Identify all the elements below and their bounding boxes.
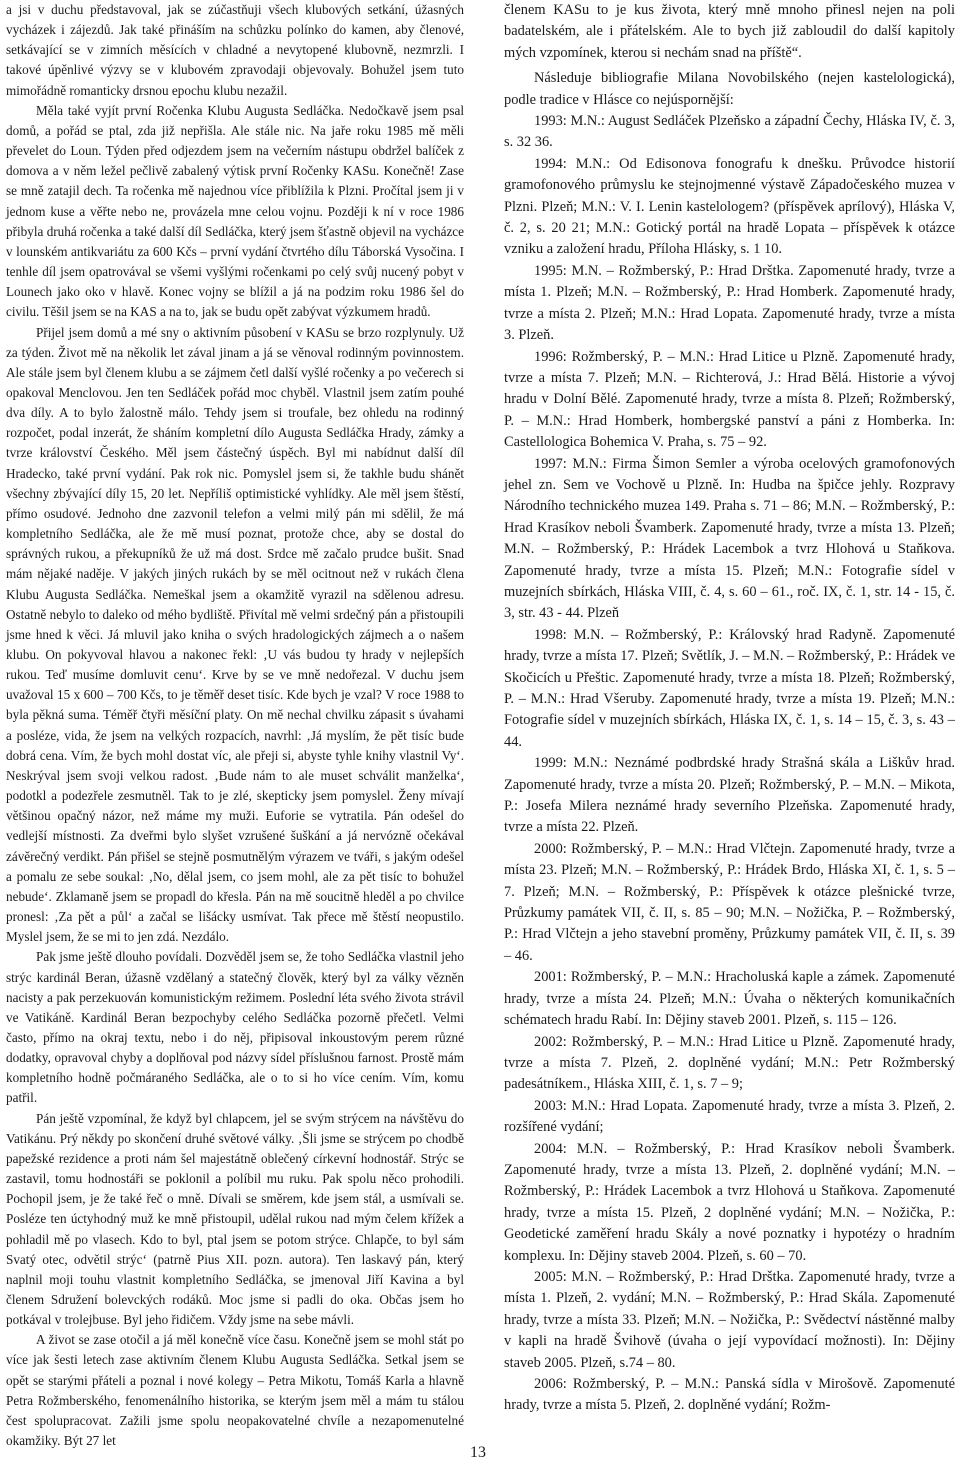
- entry-year: 1994:: [534, 155, 567, 172]
- page-number: 13: [470, 1444, 486, 1461]
- bibliography-intro: Následuje bibliografie Milana Novobilského (nejen kastelologická), podle tradice v Hlásce co nejúspornější:: [504, 70, 955, 108]
- entry-year: 1998:: [534, 626, 567, 643]
- left-text-column: [6, 0, 464, 1451]
- entry-year: 2001:: [534, 969, 567, 986]
- bibliography-entry: [504, 261, 955, 347]
- bibliography-entry: [504, 839, 955, 967]
- entry-year: 2003:: [534, 1097, 567, 1114]
- bibliography-entry: [504, 1267, 955, 1374]
- bibliography-entry: [504, 967, 955, 1031]
- entry-year: 2000:: [534, 840, 567, 857]
- paragraph: členem KASu to je kus života, který mně mnoho přinesl nejen na poli badatelském, ale i přátelském. Ale to bych již zabloudil do další kapitoly mých vzpomínek, kterou si nechám snad na příště“.: [504, 2, 955, 61]
- right-text-column: [504, 0, 955, 1417]
- entry-year: 1993:: [534, 113, 567, 130]
- entry-text: Rožmberský, P. – M.N.: Panská sídla v Mirošově. Zapomenuté hrady, tvrze a místa 5. Plzeň, 2. doplněné vydání; Rožm-: [504, 1376, 955, 1414]
- entry-year: 2006:: [534, 1376, 567, 1392]
- entry-text: M.N.: Od Edisonova fonografu k dnešku. Průvodce historií gramofonového průmyslu ke stejnojmenné výstavě Západočeského muzea v Plzni. Plzeň; M.N.: V. I. Lenin kastelologem? (příspěvek aprílový), Hláska V, č. 2, s. 20 21; M.N.: Gotický portál na hradě Lopata – příspěvek k otázce vzniku a založení hradu, Příloha Hlásky, s. 1 10.: [504, 155, 955, 258]
- bibliography-entry: [504, 1374, 955, 1417]
- entry-year: 1995:: [534, 262, 567, 279]
- bibliography-entry: [504, 1139, 955, 1267]
- bibliography-entry: [504, 154, 955, 261]
- entry-text: Rožmberský, P. – M.N.: Hrad Litice u Plzně. Zapomenuté hrady, tvrze a místa 7. Plzeň; M.N. – Richterová, J.: Hrad Bělá. Historie a vývoj hradu v Dolní Bělé. Zapomenuté hrady, tvrze a místa 8. Plzeň; Rožmberský, P. – M.N.: Hrad Homberk, hombergské panství a páni z Homberka. In: Castellologica Bohemica V. Praha, s. 75 – 92.: [504, 348, 955, 451]
- entry-text: Rožmberský, P. – M.N.: Hrad Vlčtejn. Zapomenuté hrady, tvrze a místa 23. Plzeň; M.N. – Rožmberský, P.: Hrádek Brdo, Hláska XI, č. 1, s. 5 – 7. Plzeň; M.N. – Rožmberský, P.: Příspěvek k otázce plešnické tvrze, Průzkumy památek VII, č. II, s. 85 – 90; M.N. – Nožička, P. – Rožmberský, P.: Hrad Vlčtejn a jeho stavební proměny, Průzkumy památek VII, č. II, s. 39 – 46.: [504, 840, 955, 964]
- bibliography-list: [504, 111, 955, 1417]
- entry-text: M.N.: Hrad Lopata. Zapomenuté hrady, tvrze a místa 3. Plzeň, 2. rozšířené vydání;: [504, 1097, 955, 1136]
- entry-text: Rožmberský, P. – M.N.: Hrad Litice u Plzně. Zapomenuté hrady, tvrze a místa 7. Plzeň, 2. doplněné vydání; M.N.: Petr Rožmberský padesátníkem., Hláska XIII, č. 1, s. 7 – 9;: [504, 1033, 955, 1093]
- entry-text: Rožmberský, P. – M.N.: Hracholuská kaple a zámek. Zapomenuté hrady, tvrze a místa 24. Plzeň; M.N.: Úvaha o některých komunikačních schématech hradu Rabí. In: Dějiny staveb 2001. Plzeň, s. 115 – 126.: [504, 969, 955, 1029]
- entry-year: 1996:: [534, 348, 567, 365]
- bibliography-entry: [504, 111, 955, 154]
- paragraph: Pak jsme ještě dlouho povídali. Dozvěděl jsem se, že toho Sedláčka vlastnil jeho strýc kardinál Beran, úžasně vzdělaný a statečný člověk, který byl za války vězněn nacisty a pak perzekuován komunistickým režimem. Poslední léta svého života strávil ve Vatikáně. Kardinál Beran bezpochyby celého Sedláčka pozorně přečetl. Velmi často, přímo na okraj textu, nebo i do něj, připisoval inkoustovým perem různé dodatky, opravoval chyby a doplňoval pod názvy sídel příslušnou farnost. Prostě mám kompletního hodně počmáraného Sedláčka, ale o to si ho více cením. Vím, komu patřil.: [6, 949, 464, 1106]
- bibliography-entry: [504, 1032, 955, 1096]
- entry-text: M.N.: Firma Šimon Semler a výroba ocelových gramofonových jehel zn. Sem ve Vochově u Plzně. In: Hudba na špičce jehly. Rozpravy Národního technického muzea 149. Praha s. 71 – 86; M.N. – Rožmberský, P.: Hrad Krasíkov neboli Švamberk. Zapomenuté hrady, tvrze a místa 13. Plzeň; M.N. – Rožmberský, P.: Hrádek Lacembok a tvrz Hlohová u Staňkova. Zapomenuté hrady, tvrze a místa 15. Plzeň; M.N.: Fotografie sídel v muzejních sbírkách, Hláska VIII, č. 4, s. 60 – 61., roč. IX, č. 1, str. 14 - 15, č. 3, str. 43 - 44. Plzeň: [504, 455, 955, 622]
- entry-year: 2005:: [534, 1268, 567, 1285]
- paragraph: Měla také vyjít první Ročenka Klubu Augusta Sedláčka. Nedočkavě jsem psal domů, a pořád se ptal, zda již nepřišla. Ale stále nic. Na jaře roku 1985 mě měli převelet do Loun. Týden před odjezdem jsem na večerním nástupu obdržel balíček z domova a v něm ležel pečlivě zabalený výtisk první Ročenky KASu. Konečně! Zase se mně zatajil dech. Ta ročenka mě najednou více přiblížila k Plzni. Pročítal jsem ji v jednom kuse a věřte nebo ne, provázela mne celou vojnu. Později k ní v roce 1986 přibyla druhá ročenka a také další díl Sedláčka, který jsem šťastně objevil na vycházce v lounském antikvariátu za 600 Kčs – první vydání čtvrtého dílu Táborská Vysočina. I tenhle díl jsem opatrovával se všemi vyšlými ročenkami po celý svůj nucený pobyt v Lounech jako oko v hlavě. Konec vojny se blížil a já na podzim roku 1986 šel do civilu. Těšil jsem se na KAS a na to, jak se budu opět zabývat výzkumem hradů.: [6, 102, 464, 320]
- entry-text: M.N. – Rožmberský, P.: Hrad Drštka. Zapomenuté hrady, tvrze a místa 1. Plzeň, 2. vydání; M.N. – Rožmberský, P.: Hrad Skála. Zapomenuté hrady, tvrze a místa 33. Plzeň; M.N. – Nožička, P.: Svědectví nástěnné malby v kapli na hradě Švihově (úvaha o její vypovídací možnosti). In: Dějiny staveb 2005. Plzeň, s.74 – 80.: [504, 1268, 955, 1371]
- entry-year: 1999:: [534, 755, 567, 772]
- paragraph: Přijel jsem domů a mé sny o aktivním působení v KASu se brzo rozplynuly. Už za týden. Život mě na několik let zával jinam a já se věnoval rodinným povinnostem. Ale stále jsem byl členem klubu a se zájmem četl další vyšlé ročenky a po večerech si opakoval Menclovou. Jen ten Sedláček pořád moc chyběl. Vlastnil jsem zatím pouhé dva díly. A to bylo žalostně málo. Tehdy jsem si troufale, bez ohledu na rodinný rozpočet, podal inzerát, že sháním kompletní dílo Augusta Sedláčka Hrady, zámky a tvrze království Českého. Měl jsem částečný úspěch. Byl mi nabídnut další díl Hradecko, také první vydání. Pak rok nic. Pomyslel jsem si, že takhle budu shánět všechny zbývající díly 15, 20 let. Nepříliš optimistické vyhlídky. Ale měl jsem štěstí, přímo osudové. Jednoho dne zazvonil telefon a velmi milý pán mi sdělil, že má kompletního Sedláčka, ale že mě musí poznat, protože chce, aby se dostal do správných rukou, a překupníků že už má dost. Srdce mě začalo prudce bušit. Snad mám nějaké naděje. V jakých jiných rukách by se měl ocitnout než v rukách člena Klubu Augusta Sedláčka. Nemeškal jsem a okamžitě vyrazil na sdělenou adresu. Ostatně nebylo to daleko od mého bydliště. Přivítal mě velmi srdečný pán a přistoupili jsme hned k věci. Já mluvil jako kniha o svých hradologických zájmech a o našem klubu. On pokyvoval hlavou a nakonec řekl: ‚U vás budou ty hrady v nejlepších rukou. Teď musíme domluvit cenu‘. Krve by se ve mně nedořezal. V duchu jsem uvažoval 15 x 600 – 700 Kčs, to je těměř deset tisíc. Kde bych je vzal? V roce 1988 to byla pěkná suma. Téměř čtyři měsíční platy. On mě nechal chvilku zápasit s úvahami a posléze, vida, že jsem na velkých rozpacích, navrhl: ‚Já myslím, že pět tisíc bude dobrá cena. Vím, že bych mohl dostat víc, ale přeji si, abyste tyhle knihy vlastnil Vy‘. Neskrýval jsem svoji velkou radost. ‚Bude nám to ale muset schválit manželka‘, podotkl a podezřele zesmutněl. Tak to je zlé, skepticky jsem pomyslel. Ženy mívají většinou opačný názor, než máme my muži. Euforie se vytratila. Pán odešel do vedlejší místnosti. Za dveřmi bylo slyšet vzrušené šuškání a já nervózně očekával závěrečný verdikt. Pán přišel se stejně posmutnělým výrazem ve tváři, s jakým odešel a pomalu ze sebe soukal: ‚No, dělal jsem, co jsem mohl, ale za pět tisíc to bohužel nebude‘. Zklamaně jsem se propadl do křesla. Pán na mě soucitně hleděl a po chvilce pronesl: ‚Za pět a půl‘ a začal se lišácky usmívat. Tak přece mě štěstí neopustilo. Myslel jsem, že se mi to jen zdá. Nezdálo.: [6, 324, 464, 945]
- entry-year: 2004: [534, 1140, 563, 1157]
- bibliography-entry: [504, 454, 955, 625]
- paragraph: A život se zase otočil a já měl konečně více času. Konečně jsem se mohl stát po více jak šesti letech zase aktivním členem Klubu Augusta Sedláčka. Setkal jsem se opět se starými přáteli a poznal i nové kolegy – Petra Mikotu, Tomáš Karla a hlavně Petra Rožmberského, fenomenálního historika, se kterým jsem měl a mám tu stálou čest spolupracovat. Zažili jsme spolu neopakovatelné chvíle a nezapomenutelné okamžiky. Být 27 let: [6, 1332, 464, 1449]
- entry-year: 2002:: [534, 1033, 567, 1050]
- entry-text: M.N.: August Sedláček Plzeňsko a západní Čechy, Hláska IV, č. 3, s. 32 36.: [504, 113, 955, 151]
- paragraph: Pán ještě vzpomínal, že když byl chlapcem, jel se svým strýcem na návštěvu do Vatikánu. Prý někdy po skončení druhé světové války. ‚Šli jsme se strýcem po chodbě papežské rezidence a proti nám šel majestátně oblečený církevní hodnostář. Strýc se zastavil, tomu hodnostáři se poklonil a políbil mu ruku. Pak spolu něco prohodili. Pochopil jsem, je že také řeč o mně. Dívali se směrem, kde jsem stál, a usmívali se. Posléze ten úctyhodný muž ke mně přistoupil, udělal rukou nad mým čelem křížek a pohladil mě po vlasech. Kdo to byl, ptal jsem se potom strýce. Chlapče, to byl sám Svatý otec, odvětil strýc‘ (patrně Pius XII. pozn. autora). Ten laskavý pán, který naplnil moji touhu vlastnit kompletního Sedláčka, se jmenoval Jiří Kavina a byl členem Sdružení bolevckých rodáků. Moc jsme si padli do oka. Občas jsem ho potkával v trolejbuse. Byl jeho řidičem. Vždy jsme na sebe mávli.: [6, 1110, 464, 1328]
- bibliography-entry: [504, 347, 955, 454]
- bibliography-entry: [504, 625, 955, 753]
- bibliography-entry: [504, 1096, 955, 1139]
- entry-text: : M.N. – Rožmberský, P.: Hrad Krasíkov neboli Švamberk. Zapomenuté hrady, tvrze a místa 13. Plzeň, 2. doplněné vydání; M.N. – Rožmberský, P.: Hrádek Lacembok a tvrz Hlohová u Staňkova. Zapomenuté hrady, tvrze a místa 15. Plzeň, 2 doplněné vydání; M.N. – Nožička, P.: Geodetické zaměření hradu Skály a nové poznatky i hypotézy o hradním komplexu. In: Dějiny staveb 2004. Plzeň, s. 60 – 70.: [504, 1140, 955, 1264]
- paragraph: a jsi v duchu představoval, jak se zúčastňuji všech klubových setkání, úžasných vycházek i zájezdů. Jak také přináším na schůzku polínko do kamen, aby členové, setkávající se v zimních měsících v chladné a nevytopené klubovně, nezmrzli. I takové úpěnlivé výzvy se v klubovém zpravodaji objevovaly. Bohužel jsem tuto mimořádně romanticky drsnou epochu klubu nezažil.: [6, 2, 464, 98]
- entry-year: 1997:: [534, 455, 567, 472]
- entry-text: M.N.: Neznámé podbrdské hrady Strašná skála a Liškův hrad. Zapomenuté hrady, tvrze a místa 20. Plzeň; Rožmberský, P. – M.N. – Mikota, P.: Josefa Milera neznámé hrady severního Plzeňska. Zapomenuté hrady, tvrze a místa 22. Plzeň.: [504, 755, 955, 836]
- bibliography-entry: [504, 753, 955, 839]
- entry-text: M.N. – Rožmberský, P.: Královský hrad Radyně. Zapomenuté hrady, tvrze a místa 17. Plzeň; Světlík, J. – M.N. – Rožmberský, P.: Hrádek ve Skočicích u Přeštic. Zapomenuté hrady, tvrze a místa 18. Plzeň; Rožmberský, P. – M.N.: Hrad Všeruby. Zapomenuté hrady, tvrze a místa 19. Plzeň; M.N.: Fotografie sídel v muzejních sbírkách, Hláska IX, č. 1, s. 14 – 15, č. 3, s. 43 – 44.: [504, 626, 955, 750]
- entry-text: M.N. – Rožmberský, P.: Hrad Drštka. Zapomenuté hrady, tvrze a místa 1. Plzeň; M.N. – Rožmberský, P.: Hrad Homberk. Zapomenuté hrady, tvrze a místa 2. Plzeň; M.N.: Hrad Lopata. Zapomenuté hrady, tvrze a místa 3. Plzeň.: [504, 262, 955, 344]
